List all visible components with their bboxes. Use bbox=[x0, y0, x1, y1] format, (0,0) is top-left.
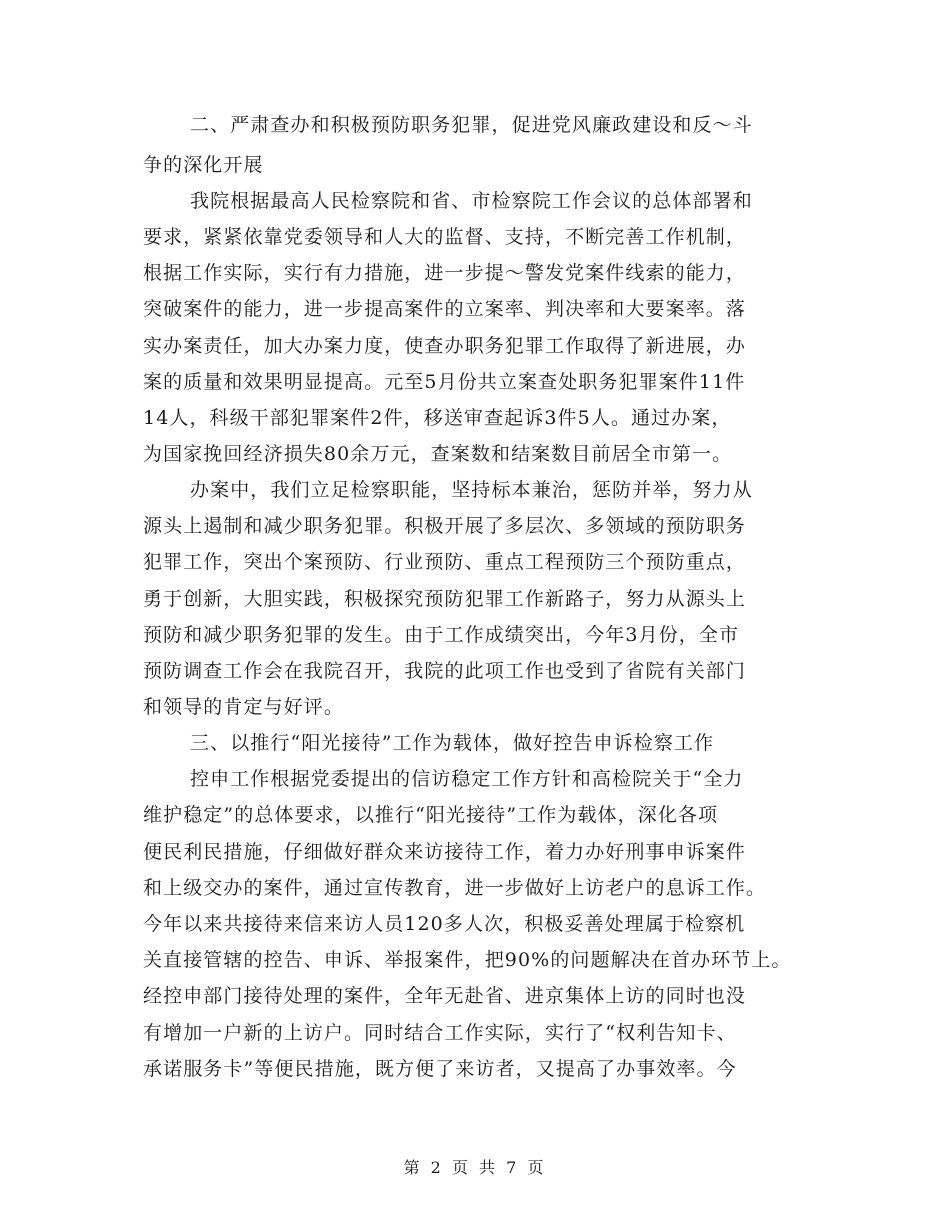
text-line: 勇于创新，大胆实践，积极探究预防犯罪工作新路子，努力从源头上 bbox=[143, 588, 747, 610]
text-line: 预防和减少职务犯罪的发生。由于工作成绩突出，今年3月份，全市 bbox=[143, 624, 740, 646]
text-line: 和领导的肯定与好评。 bbox=[143, 696, 345, 718]
section-heading: 三、以推行“阳光接待”工作为载体，做好控告申诉检察工作 bbox=[190, 732, 715, 754]
text-line: 争的深化开展 bbox=[143, 154, 264, 176]
text-line: 犯罪工作，突出个案预防、行业预防、重点工程预防三个预防重点， bbox=[143, 551, 747, 573]
text-line: 维护稳定”的总体要求，以推行“阳光接待”工作为载体，深化各项 bbox=[143, 804, 719, 826]
text-line: 我院根据最高人民检察院和省、市检察院工作会议的总体部署和 bbox=[190, 190, 753, 212]
text-line: 关直接管辖的控告、申诉、举报案件，把90%的问题解决在首办环节上。 bbox=[143, 949, 792, 971]
text-line: 案的质量和效果明显提高。元至5月份共立案查处职务犯罪案件11件 bbox=[143, 371, 746, 393]
text-line: 便民利民措施，仔细做好群众来访接待工作，着力办好刑事申诉案件 bbox=[143, 841, 747, 863]
text-line: 根据工作实际，实行有力措施，进一步提～警发党案件线索的能力， bbox=[143, 262, 747, 284]
text-line: 预防调查工作会在我院召开，我院的此项工作也受到了省院有关部门 bbox=[143, 660, 747, 682]
text-line: 实办案责任，加大办案力度，使查办职务犯罪工作取得了新进展，办 bbox=[143, 335, 747, 357]
text-line: 今年以来共接待来信来访人员120多人次，积极妥善处理属于检察机 bbox=[143, 913, 746, 935]
text-line: 为国家挽回经济损失80余万元，查案数和结案数目前居全市第一。 bbox=[143, 443, 733, 465]
text-line: 二、严肃查办和积极预防职务犯罪，促进党风廉政建设和反～斗 bbox=[190, 114, 753, 136]
text-line: 突破案件的能力，进一步提高案件的立案率、判决率和大要案率。落 bbox=[143, 298, 747, 320]
text-line: 承诺服务卡”等便民措施，既方便了来访者，又提高了办事效率。今 bbox=[143, 1058, 737, 1080]
text-line: 有增加一户新的上访户。同时结合工作实际，实行了“权利告知卡、 bbox=[143, 1022, 737, 1044]
text-line: 要求，紧紧依靠党委领导和人大的监督、支持，不断完善工作机制， bbox=[143, 226, 747, 248]
text-line: 控申工作根据党委提出的信访稳定工作方针和高检院关于“全力 bbox=[190, 768, 744, 790]
text-line: 办案中，我们立足检察职能，坚持标本兼治，惩防并举，努力从 bbox=[190, 479, 753, 501]
page-footer: 第 2 页 共 7 页 bbox=[403, 1158, 547, 1177]
text-line: 和上级交办的案件，通过宣传教育，进一步做好上访老户的息诉工作。 bbox=[143, 877, 767, 899]
text-line: 源头上遏制和减少职务犯罪。积极开展了多层次、多领域的预防职务 bbox=[143, 515, 747, 537]
text-line: 经控申部门接待处理的案件，全年无赴省、进京集体上访的同时也没 bbox=[143, 985, 747, 1007]
text-line: 14人，科级干部犯罪案件2件，移送审查起诉3件5人。通过办案， bbox=[143, 407, 732, 429]
